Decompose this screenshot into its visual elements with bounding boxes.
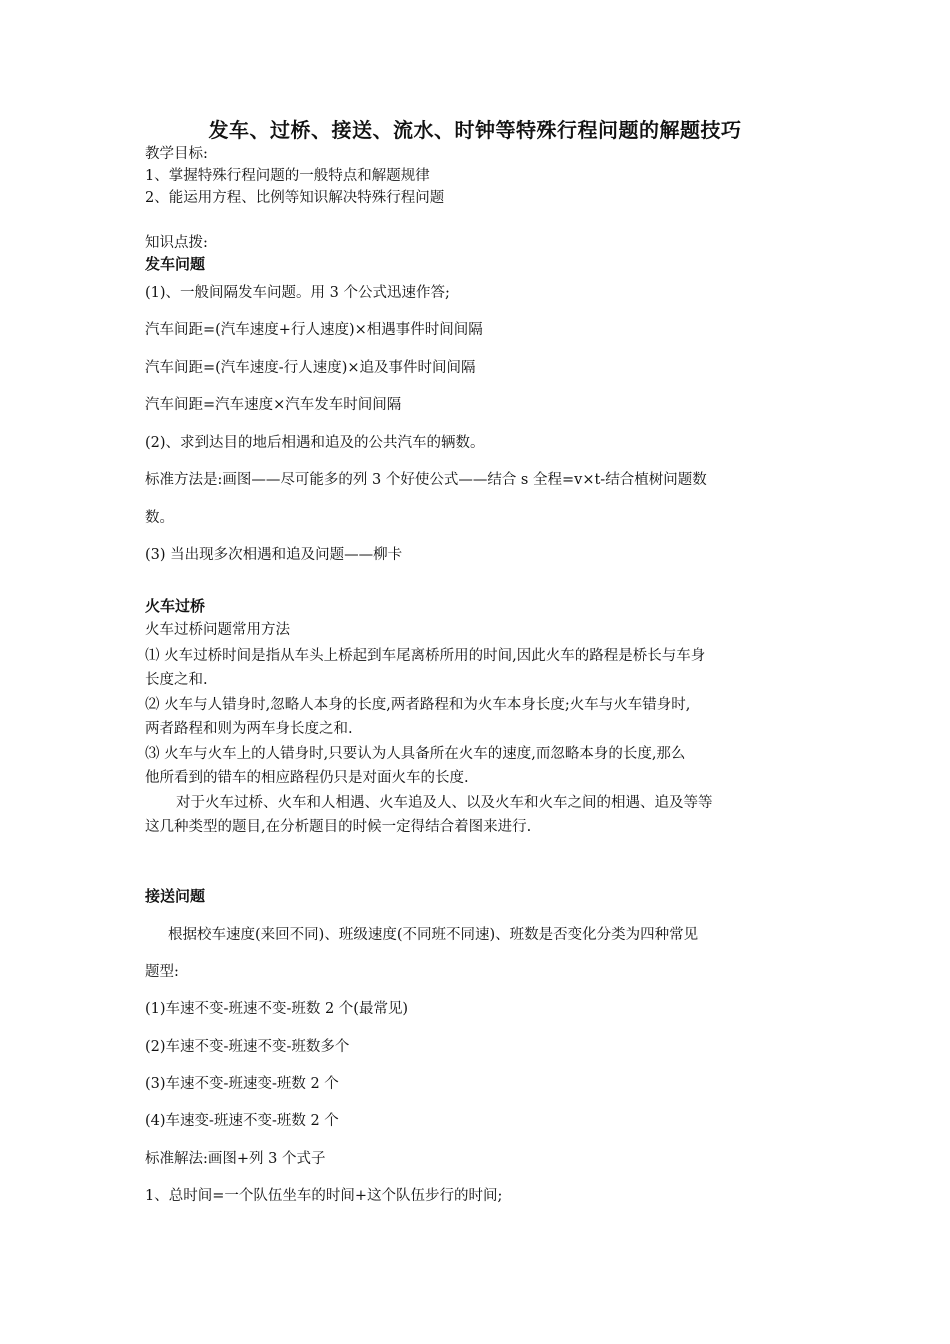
goal-item-2: 2、能运用方程、比例等知识解决特殊行程问题 [145,190,445,206]
train-item-1-line-2: 长度之和. [145,672,208,688]
shuttle-para-line-2: 题型: [145,964,179,980]
train-item-1-line-1: ⑴ 火车过桥时间是指从车头上桥起到车尾离桥所用的时间,因此火车的路程是桥长与车身 [145,648,706,664]
shuttle-case-4: (4)车速变-班速不变-班数 2 个 [145,1113,339,1129]
train-item-3-line-2: 他所看到的错车的相应路程仍只是对面火车的长度. [145,770,469,786]
shuttle-problem-heading: 接送问题 [145,887,206,905]
bus-formula-1: 汽车间距=(汽车速度+行人速度)×相遇事件时间间隔 [145,322,483,338]
goal-item-1: 1、掌握特殊行程问题的一般特点和解题规律 [145,168,430,184]
bus-problem-heading: 发车问题 [145,255,206,273]
bus-formula-3: 汽车间距=汽车速度×汽车发车时间间隔 [145,397,402,413]
train-item-3-line-1: ⑶ 火车与火车上的人错身时,只要认为人具备所在火车的速度,而忽略本身的长度,那么 [145,746,686,762]
shuttle-case-2: (2)车速不变-班速不变-班数多个 [145,1039,350,1055]
train-summary-line-1: 对于火车过桥、火车和人相遇、火车追及人、以及火车和火车之间的相遇、追及等等 [176,795,713,811]
shuttle-para-line-1: 根据校车速度(来回不同)、班级速度(不同班不同速)、班数是否变化分类为四种常见 [168,927,699,943]
bus-para-3-line-1: 标准方法是:画图——尽可能多的列 3 个好使公式——结合 s 全程=v×t-结合植树问题数 [145,472,707,488]
bus-formula-2: 汽车间距=(汽车速度-行人速度)×追及事件时间间隔 [145,360,476,376]
knowledge-label: 知识点拨: [145,235,208,251]
train-summary-line-2: 这几种类型的题目,在分析题目的时候一定得结合着图来进行. [145,819,532,835]
train-item-2-line-1: ⑵ 火车与人错身时,忽略人本身的长度,两者路程和为火车本身长度;火车与火车错身时, [145,697,691,713]
bus-para-1: (1)、一般间隔发车问题。用 3 个公式迅速作答; [145,285,450,301]
shuttle-case-1: (1)车速不变-班速不变-班数 2 个(最常见) [145,1001,409,1017]
train-item-2-line-2: 两者路程和则为两车身长度之和. [145,721,353,737]
bus-para-4: (3) 当出现多次相遇和追及问题——柳卡 [145,547,403,563]
bus-para-3-line-2: 数。 [145,510,174,526]
shuttle-method: 标准解法:画图+列 3 个式子 [145,1151,326,1167]
train-subheading: 火车过桥问题常用方法 [145,622,290,638]
teaching-goals-label: 教学目标: [145,146,208,162]
shuttle-case-3: (3)车速不变-班速变-班数 2 个 [145,1076,339,1092]
bus-para-2: (2)、求到达目的地后相遇和追及的公共汽车的辆数。 [145,435,485,451]
shuttle-formula-1: 1、总时间=一个队伍坐车的时间+这个队伍步行的时间; [145,1188,503,1204]
document-title: 发车、过桥、接送、流水、时钟等特殊行程问题的解题技巧 [208,118,742,142]
train-bridge-heading: 火车过桥 [145,597,206,615]
